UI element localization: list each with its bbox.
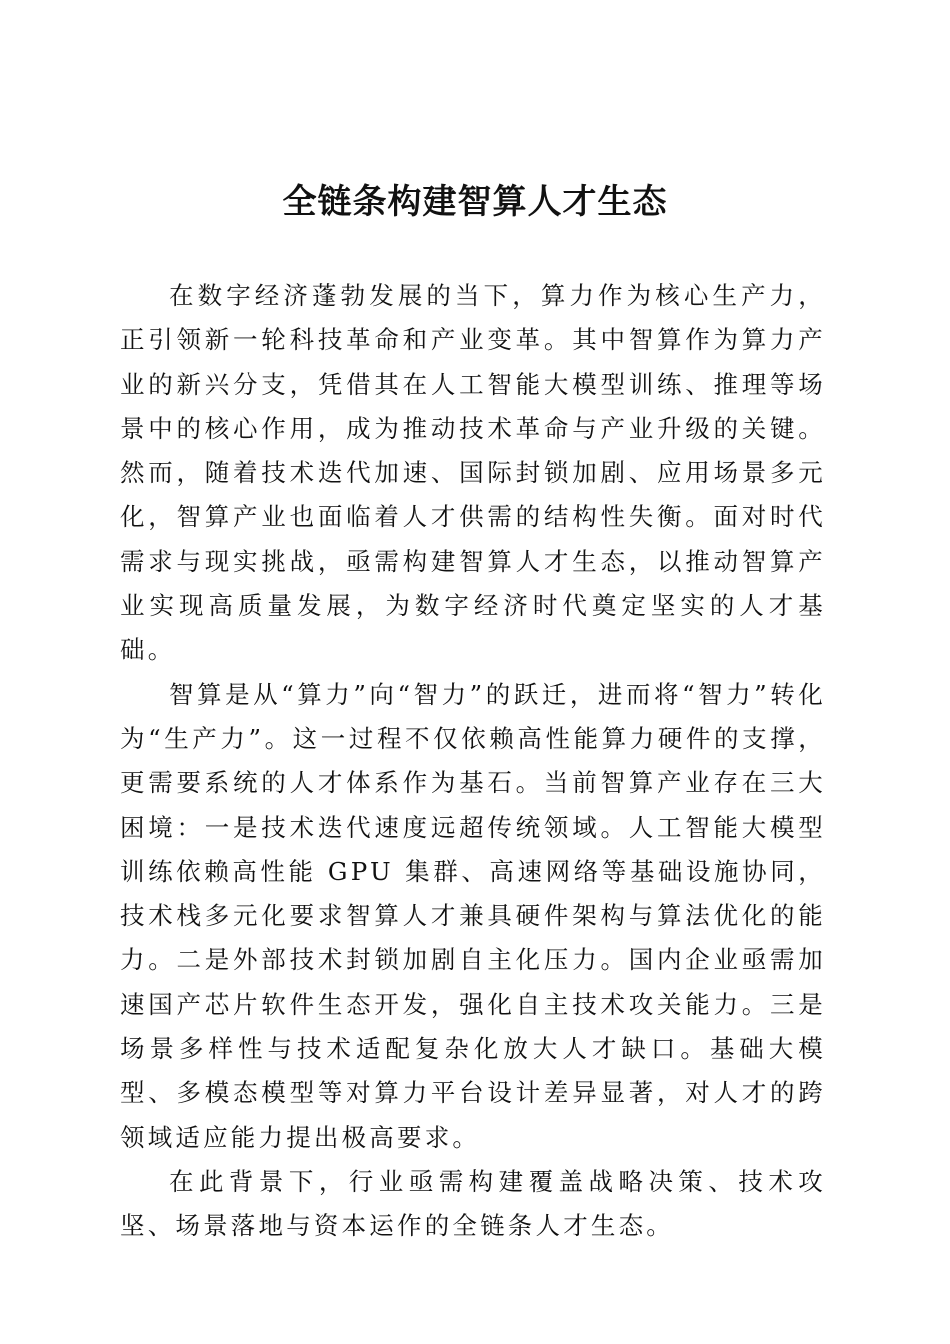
- paragraph-2: 智算是从“算力”向“智力”的跃迁，进而将“智力”转化为“生产力”。这一过程不仅依赖高性能算力硬件的支撑，更需要系统的人才体系作为基石。当前智算产业存在三大困境：一是技术迭代速度远超传统领域。人工智能大模型训练依赖高性能 GPU 集群、高速网络等基础设施协同，技术栈多元化要求智算人才兼具硬件架构与算法优化的能力。二是外部技术封锁加剧自主化压力。国内企业亟需加速国产芯片软件生态开发，强化自主技术攻关能力。三是场景多样性与技术适配复杂化放大人才缺口。基础大模型、多模态模型等对算力平台设计差异显著，对人才的跨领域适应能力提出极高要求。: [120, 679, 826, 1152]
- paragraph-3: 在此背景下，行业亟需构建覆盖战略决策、技术攻坚、场景落地与资本运作的全链条人才生态。: [120, 1166, 826, 1241]
- page-title: 全链条构建智算人才生态: [282, 182, 668, 222]
- paragraph-1: 在数字经济蓬勃发展的当下，算力作为核心生产力，正引领新一轮科技革命和产业变革。其中智算作为算力产业的新兴分支，凭借其在人工智能大模型训练、推理等场景中的核心作用，成为推动技术革命与产业升级的关键。然而，随着技术迭代加速、国际封锁加剧、应用场景多元化，智算产业也面临着人才供需的结构性失衡。面对时代需求与现实挑战，亟需构建智算人才生态，以推动智算产业实现高质量发展，为数字经济时代奠定坚实的人才基础。: [120, 281, 826, 665]
- article-body: [120, 274, 826, 1249]
